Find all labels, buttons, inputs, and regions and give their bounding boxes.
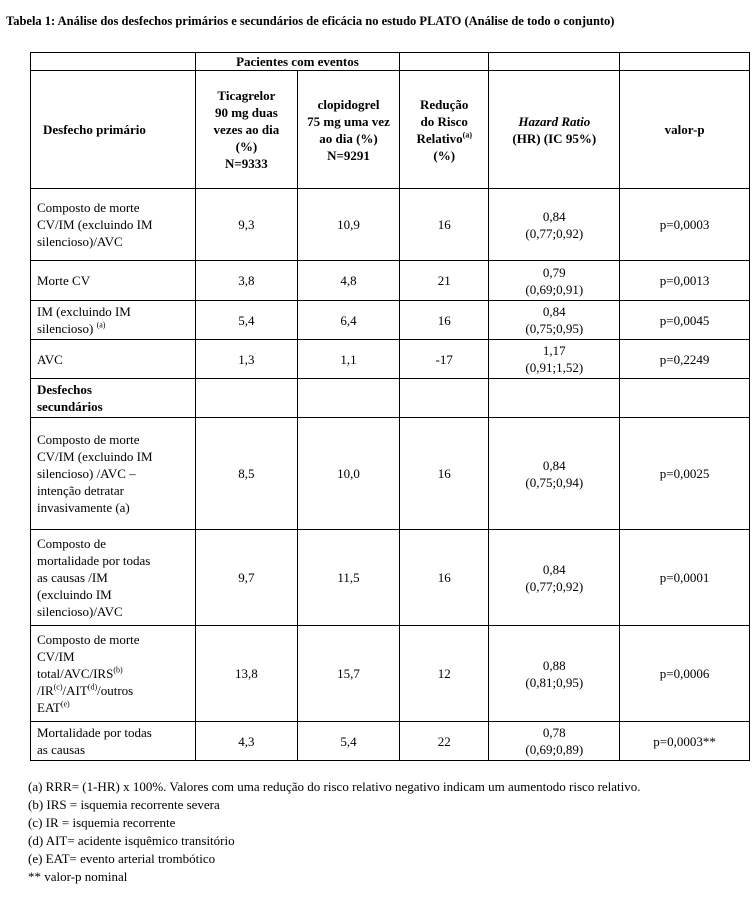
empty-cell	[400, 53, 489, 71]
section-label	[31, 379, 196, 418]
header-line: 90 mg duas	[214, 105, 278, 120]
header-line: Relativo	[416, 130, 463, 146]
cell-ticagrelor: 9,3	[195, 189, 297, 261]
cell-p: p=0,0013	[620, 261, 750, 301]
label-line: CV/IM (excluindo IM	[37, 449, 153, 464]
cell-hr	[489, 722, 620, 761]
footnote-d: (d) AIT= acidente isquêmico transitório	[28, 833, 235, 848]
cell-ticagrelor: 4,3	[195, 722, 297, 761]
header-line: do Risco	[420, 113, 468, 129]
cell-ticagrelor: 1,3	[195, 340, 297, 379]
cell-rrr: 16	[400, 530, 489, 626]
label-line: secundários	[37, 399, 103, 414]
cell-p: p=0,0045	[620, 301, 750, 340]
label-line: intenção detratar	[37, 483, 124, 498]
row-label	[31, 626, 196, 722]
cell-clopidogrel: 10,0	[297, 418, 399, 530]
header-reducao-risco	[400, 71, 489, 189]
column-header-row	[31, 71, 750, 189]
footnote-ref: (a)	[96, 320, 106, 330]
cell-ticagrelor: 3,8	[195, 261, 297, 301]
hr-value: 0,79	[542, 264, 566, 280]
label-line: Composto de morte	[37, 632, 140, 647]
cell-clopidogrel: 15,7	[297, 626, 399, 722]
cell-clopidogrel: 4,8	[297, 261, 399, 301]
header-clopidogrel	[297, 71, 399, 189]
cell-hr	[489, 261, 620, 301]
label-line: invasivamente (a)	[37, 500, 130, 515]
label-line: AVC	[37, 351, 63, 367]
table-row	[31, 722, 750, 761]
header-line: vezes ao dia	[213, 122, 280, 137]
header-ticagrelor	[195, 71, 297, 189]
cell-clopidogrel: 5,4	[297, 722, 399, 761]
cell-p: p=0,0001	[620, 530, 750, 626]
cell-rrr: 16	[400, 418, 489, 530]
label-line: /AIT	[62, 683, 88, 698]
hr-value: 0,88	[542, 657, 566, 673]
cell-hr	[489, 189, 620, 261]
table-row	[31, 261, 750, 301]
label-line: Composto de morte	[37, 200, 140, 215]
label-line: silencioso)/AVC	[37, 604, 123, 619]
empty-cell	[620, 379, 750, 418]
table-caption: Tabela 1: Análise dos desfechos primários e secundários de eficácia no estudo PLATO (Análise de todo o conjunto)	[6, 14, 615, 28]
row-label	[31, 418, 196, 530]
label-line: as causas /IM	[37, 570, 108, 585]
table-row	[31, 418, 750, 530]
cell-p: p=0,0025	[620, 418, 750, 530]
table-row	[31, 626, 750, 722]
row-label	[31, 261, 196, 301]
footnote-e: (e) EAT= evento arterial trombótico	[28, 851, 216, 866]
cell-p: p=0,0003**	[620, 722, 750, 761]
header-line: Redução	[420, 96, 469, 112]
row-label	[31, 189, 196, 261]
cell-ticagrelor: 13,8	[195, 626, 297, 722]
label-line: Mortalidade por todas	[37, 725, 152, 740]
header-valor-p: valor-p	[620, 71, 750, 189]
hr-value: 0,84	[542, 561, 566, 577]
footnote-ref: (a)	[462, 130, 472, 140]
empty-cell	[297, 379, 399, 418]
cell-rrr: 12	[400, 626, 489, 722]
label-line: Composto de	[37, 536, 106, 551]
cell-p: p=0,0006	[620, 626, 750, 722]
label-line: IM (excluindo IM	[37, 304, 131, 319]
empty-cell	[489, 379, 620, 418]
hr-ci: (0,77;0,92)	[525, 578, 584, 594]
label-line: silencioso)/AVC	[37, 234, 123, 249]
hr-ci: (0,91;1,52)	[525, 360, 584, 375]
cell-rrr: 22	[400, 722, 489, 761]
table-row	[31, 530, 750, 626]
efficacy-table	[30, 52, 750, 761]
label-line: Desfechos	[37, 382, 92, 397]
header-hazard-ratio	[489, 71, 620, 189]
label-line: /outros	[97, 683, 134, 698]
table-row	[31, 340, 750, 379]
cell-hr	[489, 530, 620, 626]
header-line: Hazard Ratio	[518, 113, 591, 129]
footnote-nominal: ** valor-p nominal	[28, 869, 128, 884]
empty-cell	[31, 53, 196, 71]
header-line: (%)	[235, 139, 258, 154]
footnote-ref: (b)	[113, 665, 123, 675]
cell-rrr: -17	[400, 340, 489, 379]
hr-ci: (0,69;0,91)	[525, 281, 584, 297]
label-line: Composto de morte	[37, 432, 140, 447]
hr-value: 0,84	[542, 208, 566, 224]
hr-value: 0,84	[542, 457, 566, 473]
cell-p: p=0,2249	[620, 340, 750, 379]
hr-value: 0,84	[542, 304, 566, 319]
label-line: Morte CV	[37, 273, 91, 288]
label-line: (excluindo IM	[37, 587, 112, 602]
header-line: (%)	[433, 147, 456, 163]
group-header-row	[31, 53, 750, 71]
label-line: as causas	[37, 742, 86, 757]
cell-ticagrelor: 9,7	[195, 530, 297, 626]
header-line: Ticagrelor	[217, 88, 276, 103]
cell-rrr: 21	[400, 261, 489, 301]
cell-clopidogrel: 11,5	[297, 530, 399, 626]
cell-hr	[489, 301, 620, 340]
header-line: clopidogrel	[317, 96, 380, 112]
header-line: 75 mg uma vez	[307, 113, 390, 129]
cell-hr	[489, 340, 620, 379]
footnote-ref: (d)	[87, 682, 98, 692]
table-row	[31, 301, 750, 340]
cell-clopidogrel: 10,9	[297, 189, 399, 261]
footnote-ref: (e)	[60, 699, 70, 709]
row-label	[31, 340, 196, 379]
group-header-patients: Pacientes com eventos	[195, 53, 399, 71]
header-line: (HR) (IC 95%)	[512, 130, 597, 146]
cell-rrr: 16	[400, 301, 489, 340]
empty-cell	[489, 53, 620, 71]
row-label	[31, 301, 196, 340]
empty-cell	[620, 53, 750, 71]
cell-hr	[489, 418, 620, 530]
cell-clopidogrel: 1,1	[297, 340, 399, 379]
label-line: total/AVC/IRS	[37, 666, 114, 681]
row-label	[31, 722, 196, 761]
hr-value: 0,78	[542, 725, 566, 740]
label-line: EAT	[37, 700, 61, 715]
cell-hr	[489, 626, 620, 722]
hr-ci: (0,81;0,95)	[525, 674, 584, 690]
header-desfecho-primario: Desfecho primário	[31, 71, 196, 189]
cell-clopidogrel: 6,4	[297, 301, 399, 340]
label-line: CV/IM (excluindo IM	[37, 217, 153, 232]
hr-ci: (0,69;0,89)	[525, 742, 584, 757]
footnote-ref: (c)	[53, 682, 63, 692]
cell-p: p=0,0003	[620, 189, 750, 261]
cell-rrr: 16	[400, 189, 489, 261]
label-line: /IR	[37, 683, 54, 698]
label-line: CV/IM	[37, 649, 75, 664]
header-line: ao dia (%)	[319, 130, 378, 146]
footnote-a: (a) RRR= (1-HR) x 100%. Valores com uma redução do risco relativo negativo indicam um aumentodo risco relativo.	[28, 779, 641, 794]
footnote-c: (c) IR = isquemia recorrente	[28, 815, 176, 830]
label-line: silencioso)	[37, 321, 94, 336]
cell-ticagrelor: 8,5	[195, 418, 297, 530]
section-row-secundarios	[31, 379, 750, 418]
table-row	[31, 189, 750, 261]
footnotes	[28, 778, 748, 886]
hr-ci: (0,75;0,95)	[525, 321, 584, 336]
cell-ticagrelor: 5,4	[195, 301, 297, 340]
hr-value: 1,17	[542, 343, 566, 358]
row-label	[31, 530, 196, 626]
label-line: silencioso) /AVC –	[37, 466, 136, 481]
footnote-b: (b) IRS = isquemia recorrente severa	[28, 797, 220, 812]
header-line: N=9291	[327, 147, 370, 163]
hr-ci: (0,75;0,94)	[525, 474, 584, 490]
empty-cell	[400, 379, 489, 418]
hr-ci: (0,77;0,92)	[525, 225, 584, 241]
header-line: N=9333	[225, 156, 268, 171]
empty-cell	[195, 379, 297, 418]
label-line: mortalidade por todas	[37, 553, 151, 568]
